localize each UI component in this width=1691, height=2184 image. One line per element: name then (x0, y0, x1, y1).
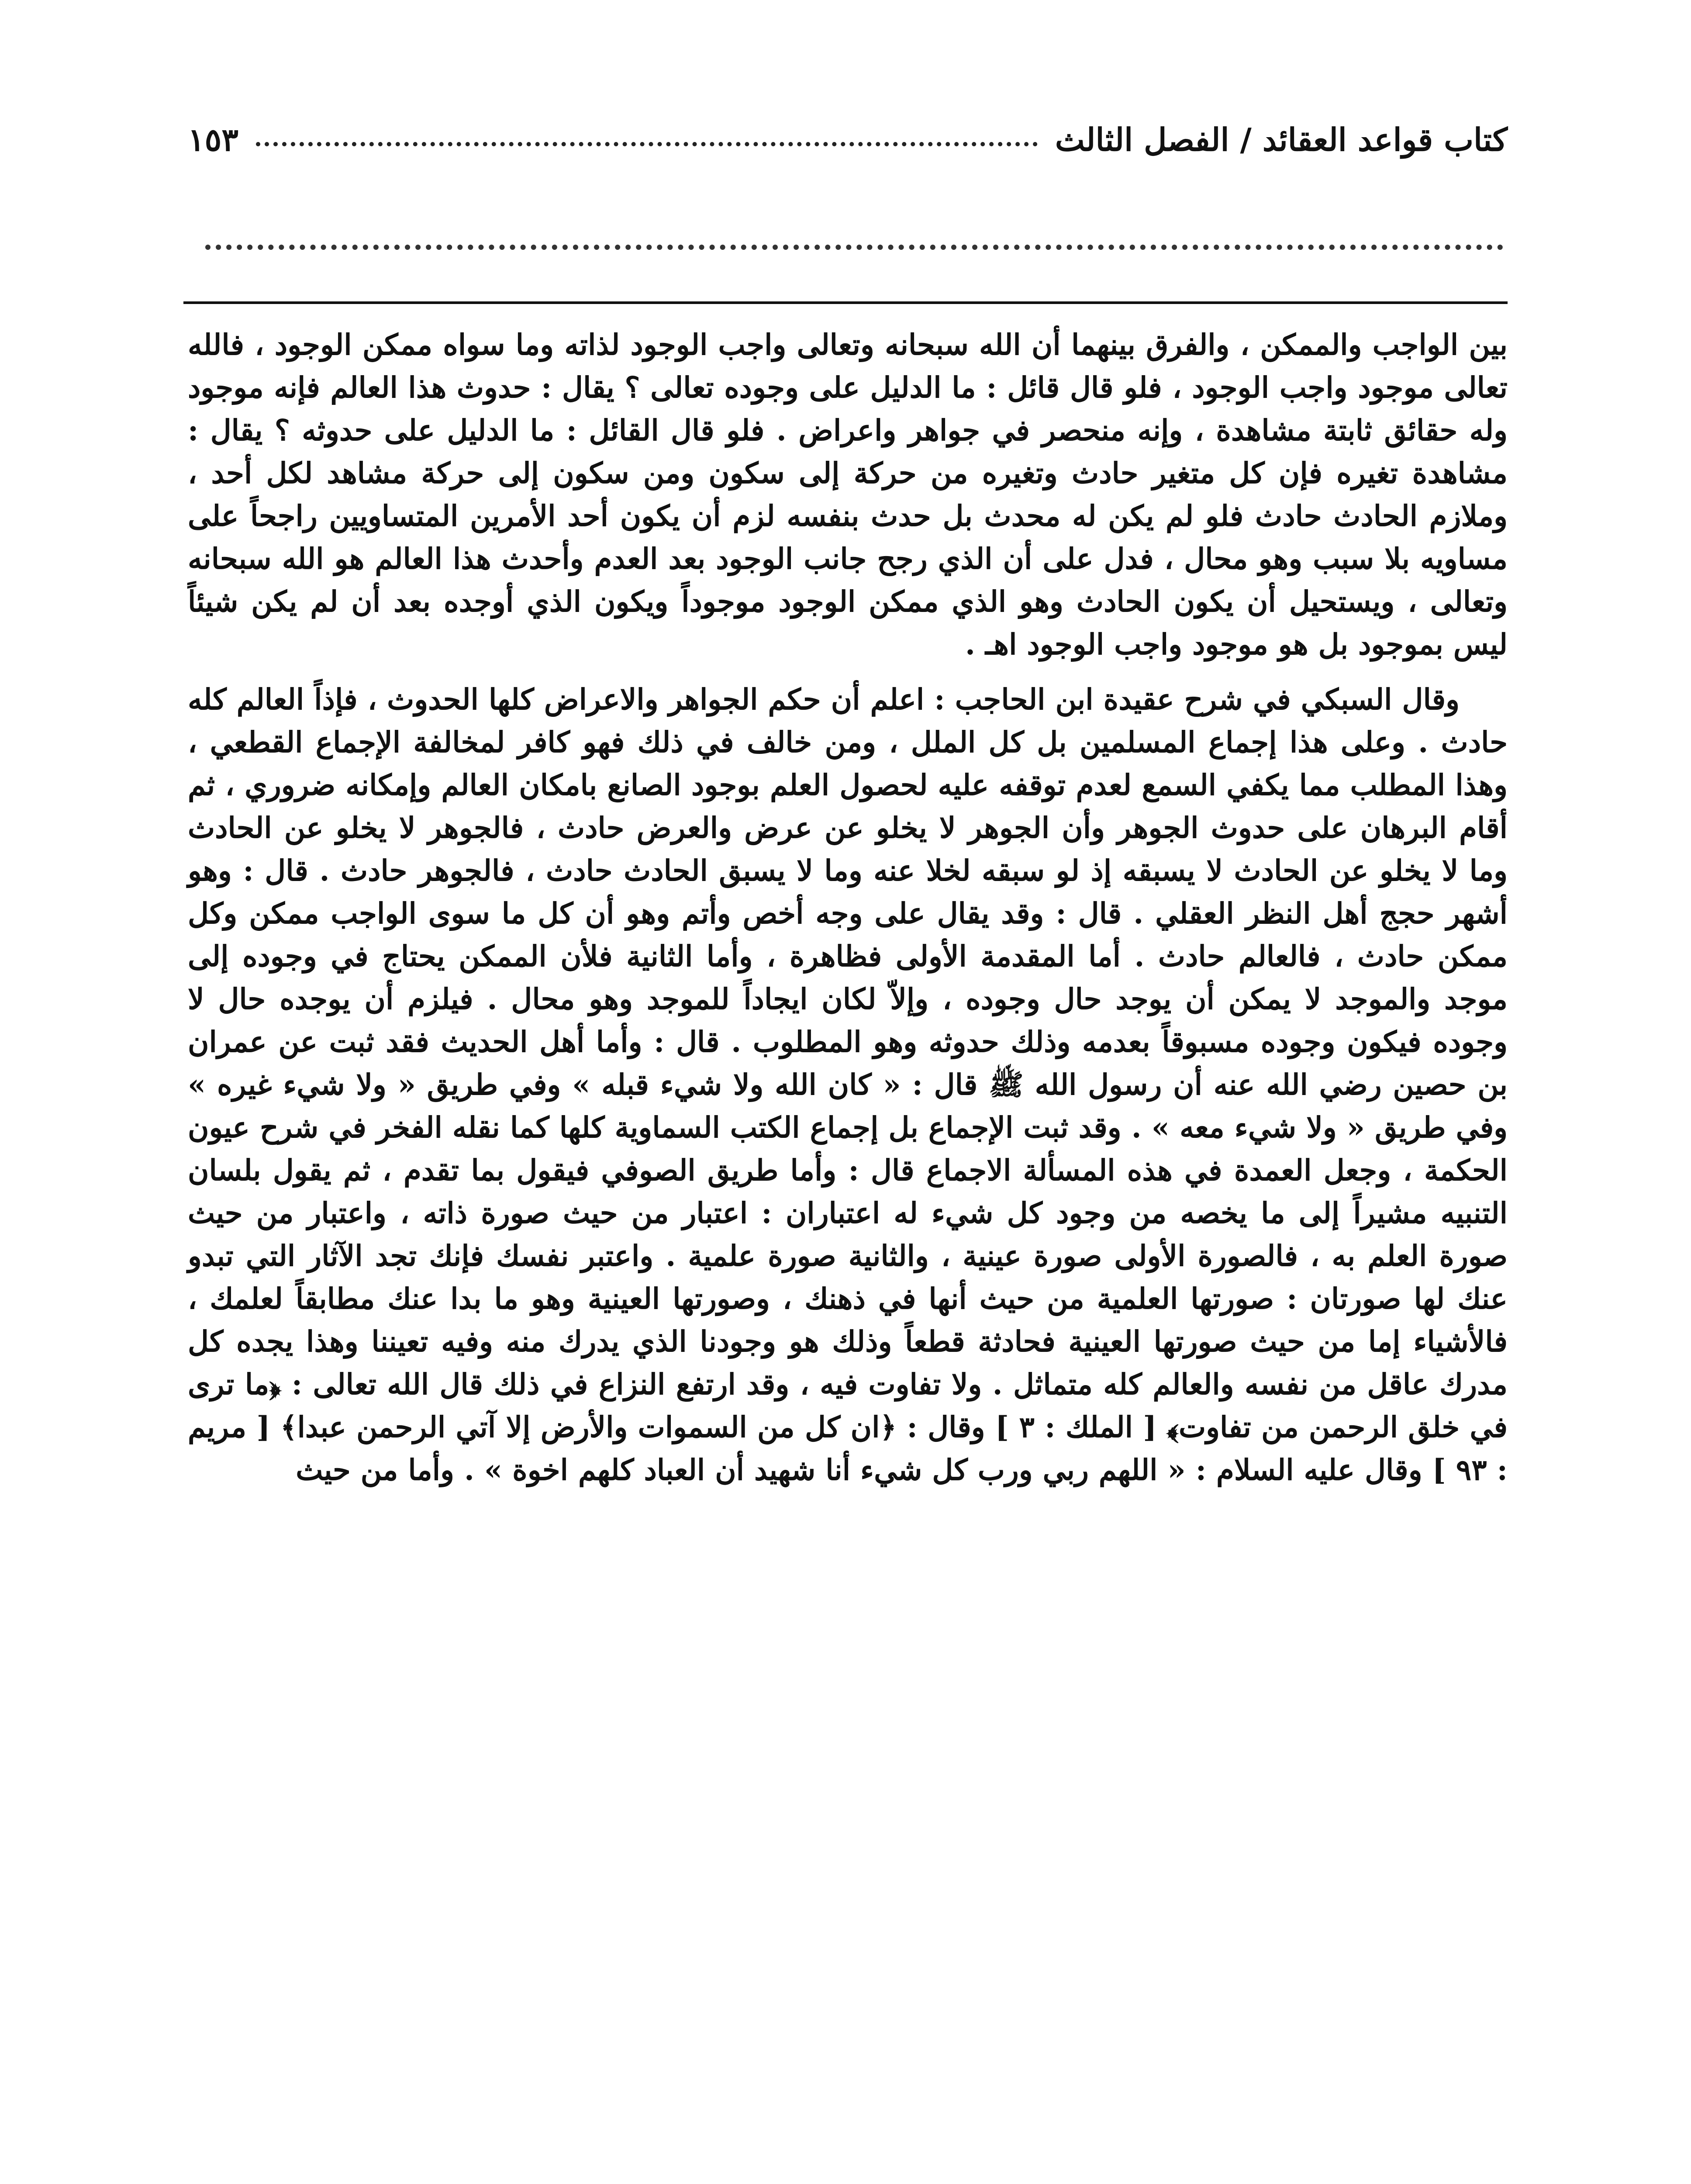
page-number: ١٥٣ (188, 121, 239, 158)
running-title: كتاب قواعد العقائد / الفصل الثالث (1055, 121, 1508, 158)
body-text (188, 323, 1508, 1503)
paragraph-1: بين الواجب والممكن ، والفرق بينهما أن الله سبحانه وتعالى واجب الوجود لذاته وما سواه ممكن الوجود ، فالله تعالى موجود واجب الوجود ، فلو قال قائل : ما الدليل على وجوده تعالى ؟ يقال : حدوث هذا العالم فإنه موجود وله حقائق ثابتة مشاهدة ، وإنه منحصر في جواهر واعراض . فلو قال القائل : ما الدليل على حدوثه ؟ يقال : مشاهدة تغيره فإن كل متغير حادث وتغيره من حركة إلى سكون ومن سكون إلى حركة مشاهد لكل أحد ، وملازم الحادث حادث فلو لم يكن له محدث بل حدث بنفسه لزم أن يكون أحد الأمرين المتساويين راجحاً على مساويه بلا سبب وهو محال ، فدل على أن الذي رجح جانب الوجود بعد العدم وأحدث هذا العالم هو الله سبحانه وتعالى ، ويستحيل أن يكون الحادث وهو الذي ممكن الوجود موجوداً ويكون الذي أوجده بعد أن لم يكن شيئاً ليس بموجود بل هو موجود واجب الوجود اهـ . (188, 328, 1508, 661)
leader-dots (256, 133, 1038, 146)
paragraph-2: وقال السبكي في شرح عقيدة ابن الحاجب : اعلم أن حكم الجواهر والاعراض كلها الحدوث ، فإذاً العالم كله حادث . وعلى هذا إجماع المسلمين بل كل الملل ، ومن خالف في ذلك فهو كافر لمخالفة الإجماع القطعي ، وهذا المطلب مما يكفي السمع لعدم توقفه عليه لحصول العلم بوجود الصانع بامكان العالم وإمكانه ضروري ، ثم أقام البرهان على حدوث الجوهر وأن الجوهر لا يخلو عن عرض والعرض حادث ، فالجوهر لا يخلو عن الحادث وما لا يخلو عن الحادث لا يسبقه إذ لو سبقه لخلا عنه وما لا يسبق الحادث حادث ، فالجوهر حادث . قال : وهو أشهر حجج أهل النظر العقلي . قال : وقد يقال على وجه أخص وأتم وهو أن كل ما سوى الواجب ممكن وكل ممكن حادث ، فالعالم حادث . أما المقدمة الأولى فظاهرة ، وأما الثانية فلأن الممكن يحتاج في وجوده إلى موجد والموجد لا يمكن أن يوجد حال وجوده ، وإلاّ لكان ايجاداً للموجد وهو محال . فيلزم أن يوجده حال لا وجوده فيكون وجوده مسبوقاً بعدمه وذلك حدوثه وهو المطلوب . قال : وأما أهل الحديث فقد ثبت عن عمران بن حصين رضي الله عنه أن رسول الله ﷺ قال : « كان الله ولا شيء قبله » وفي طريق « ولا شيء غيره » وفي طريق « ولا شيء معه » . وقد ثبت الإجماع بل إجماع الكتب السماوية كلها كما نقله الفخر في شرح عيون الحكمة ، وجعل العمدة في هذه المسألة الاجماع قال : وأما طريق الصوفي فيقول بما تقدم ، ثم يقول بلسان التنبيه مشيراً إلى ما يخصه من وجود كل شيء له اعتباران : اعتبار من حيث صورة ذاته ، واعتبار من حيث صورة العلم به ، فالصورة الأولى صورة عينية ، والثانية صورة علمية . واعتبر نفسك فإنك تجد الآثار التي تبدو عنك لها صورتان : صورتها العلمية من حيث أنها في ذهنك ، وصورتها العينية وهو ما بدا عنك مطابقاً لعلمك ، فالأشياء إما من حيث صورتها العينية فحادثة قطعاً وذلك هو وجودنا الذي يدرك منه وفيه تعيننا وهذا يجده كل مدرك عاقل من نفسه والعالم كله متماثل . ولا تفاوت فيه ، وقد ارتفع النزاع في ذلك قال الله تعالى : ﴿ما ترى في خلق الرحمن من تفاوت﴾ [ الملك : ٣ ] وقال : ﴿ان كل من السموات والأرض إلا آتي الرحمن عبدا﴾ [ مريم : ٩٣ ] وقال عليه السلام : « اللهم ربي ورب كل شيء أنا شهيد أن العباد كلهم اخوة » . وأما من حيث (188, 682, 1508, 1487)
header-rule (183, 301, 1508, 304)
running-head (188, 109, 1508, 170)
dotted-separator (205, 245, 1503, 256)
